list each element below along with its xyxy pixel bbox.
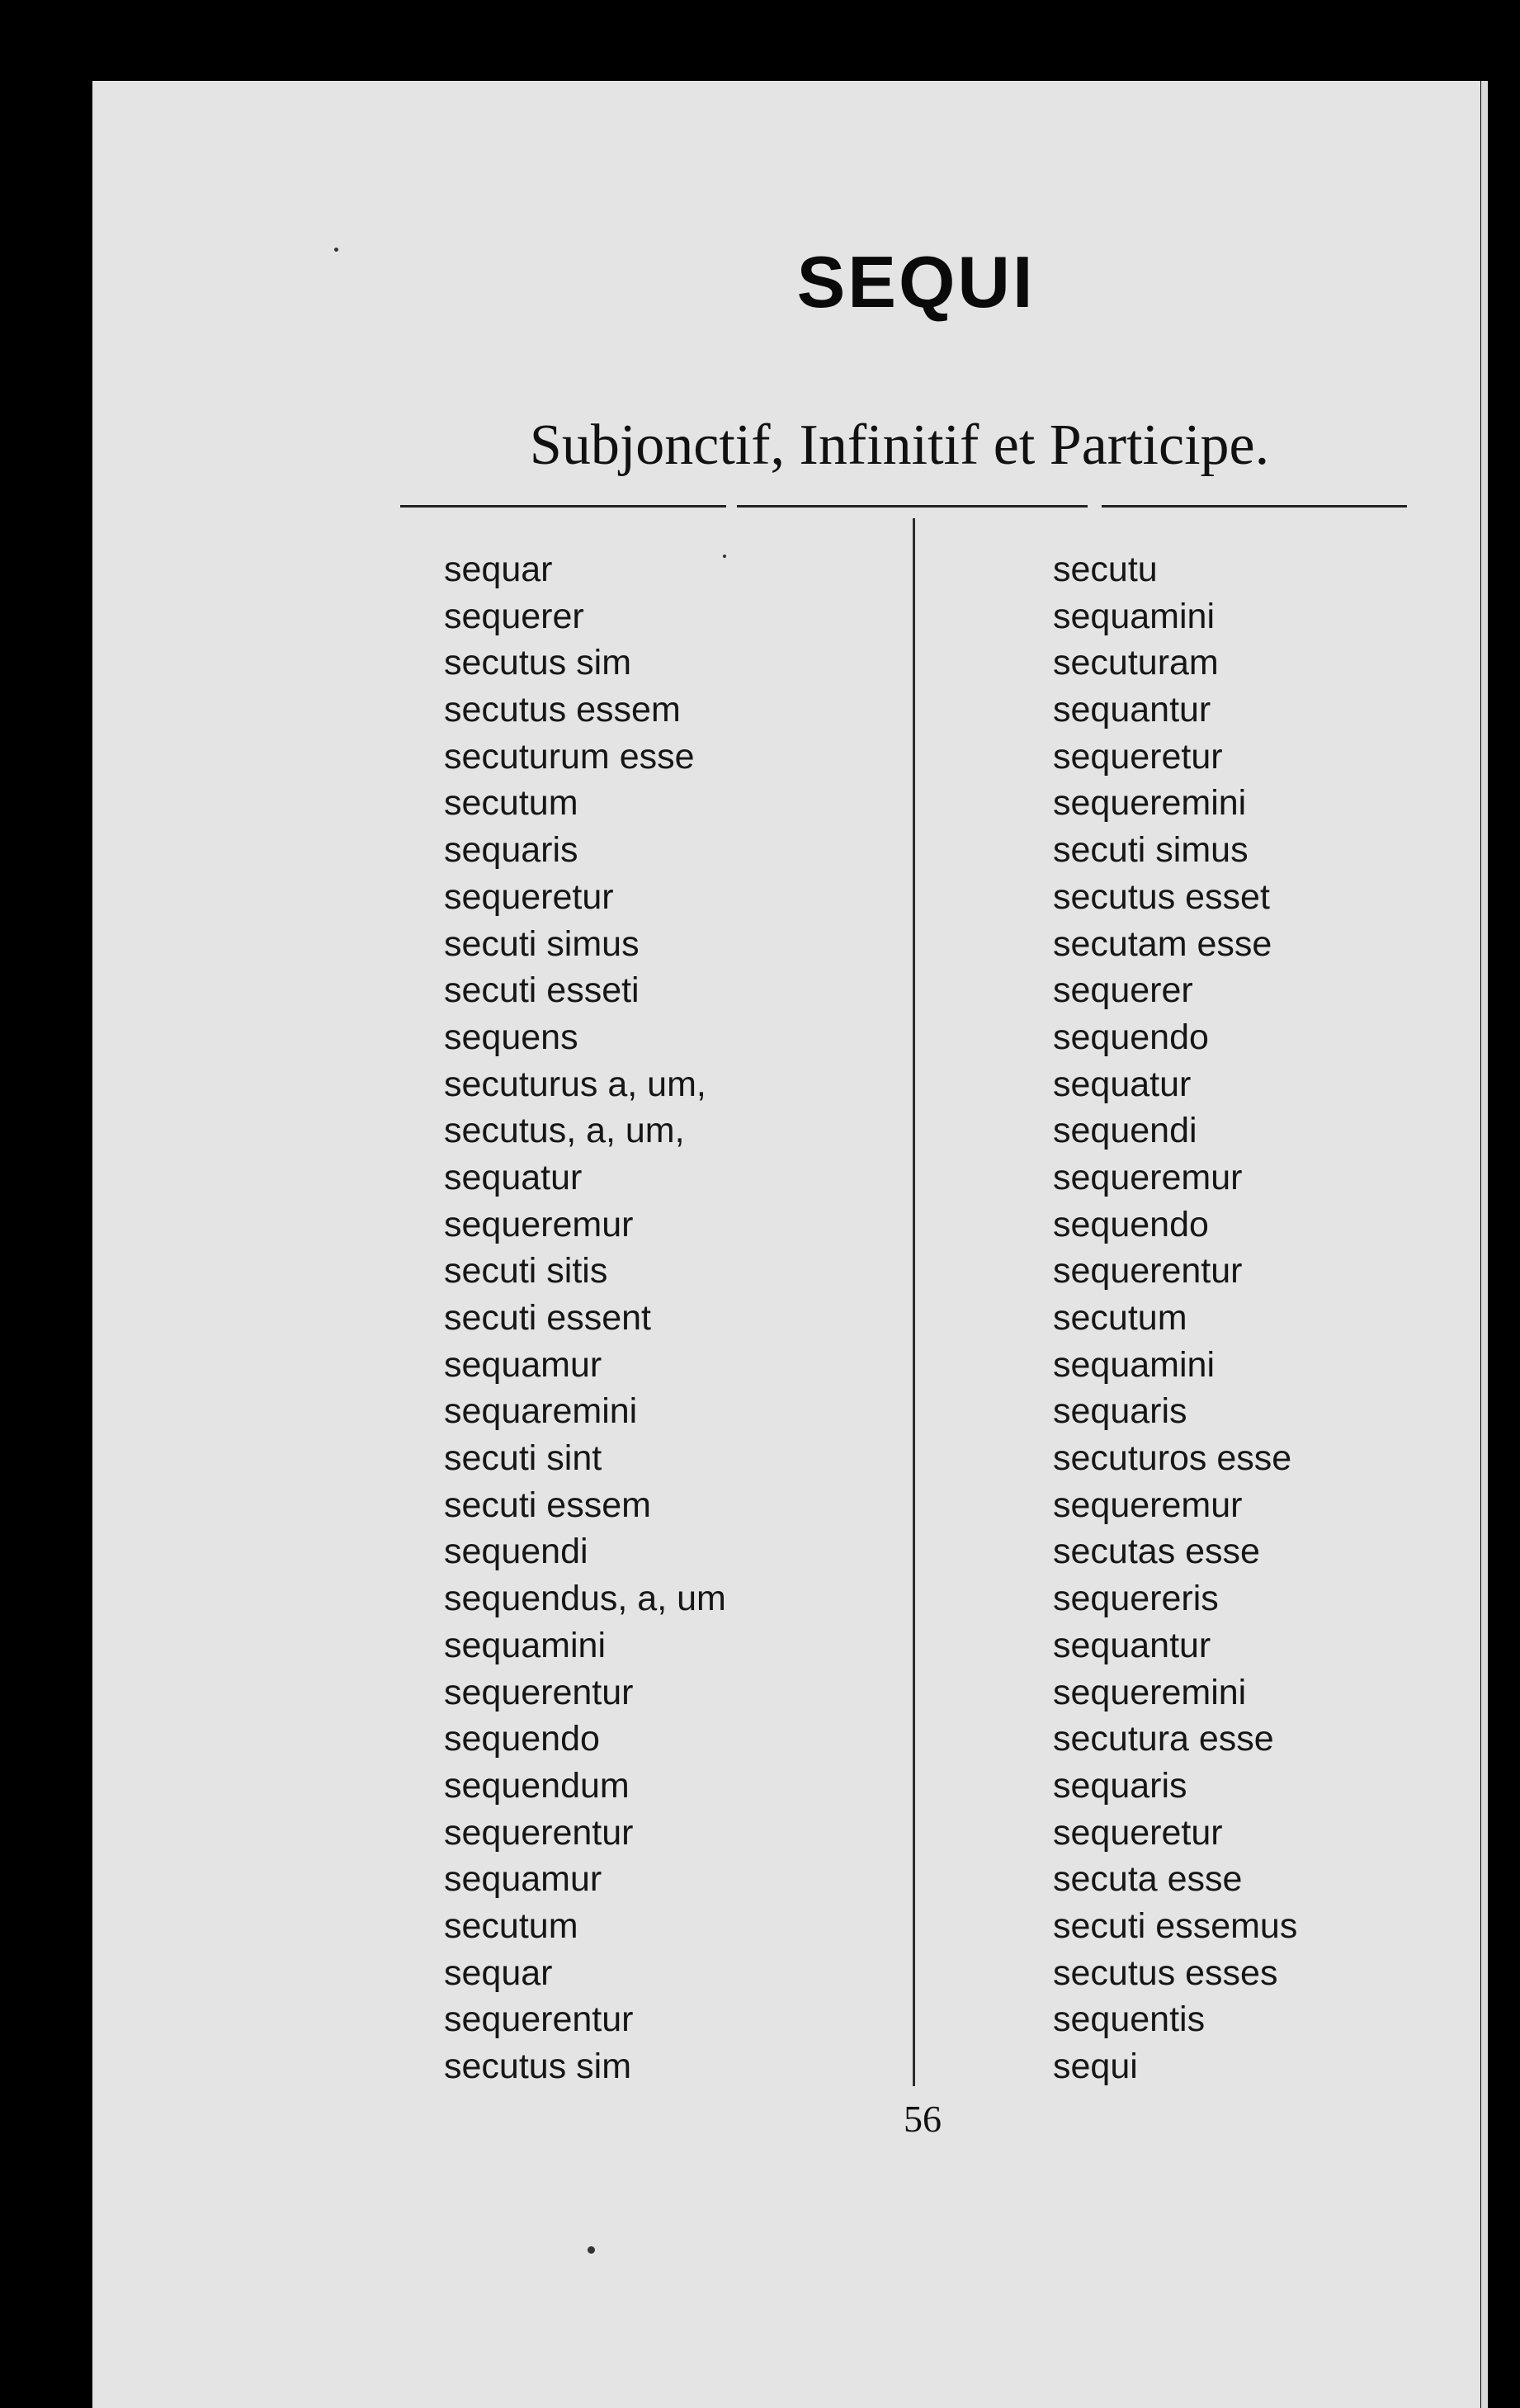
- column-separator: [913, 518, 915, 2086]
- page-subtitle: Subjonctif, Infinitif et Participe.: [529, 413, 1270, 477]
- right-column-entry: sequerer: [1053, 970, 1193, 1011]
- right-column-entry: secutam esse: [1053, 923, 1272, 964]
- right-column-entry: sequamini: [1053, 596, 1215, 636]
- left-column-entry: sequaris: [444, 830, 578, 871]
- left-column-entry: sequendo: [444, 1719, 600, 1759]
- right-column: [1053, 546, 1297, 2090]
- left-column-entry: secuturus a, um,: [444, 1064, 706, 1104]
- left-column-entry: sequerer: [444, 596, 584, 636]
- right-column-entry: secutura esse: [1053, 1719, 1274, 1759]
- left-column-entry: sequerentur: [444, 1812, 634, 1853]
- right-column-entry: secuturos esse: [1053, 1438, 1292, 1479]
- divider-middle: [737, 505, 1088, 508]
- left-column-entry: sequaremini: [444, 1391, 638, 1432]
- left-column-entry: secutus sim: [444, 2047, 632, 2086]
- right-column-entry: sequeremini: [1053, 783, 1247, 824]
- right-column-entry: sequentis: [1053, 2000, 1206, 2040]
- right-column-entry: sequeremini: [1053, 1672, 1247, 1712]
- left-column-entry: secuti simus: [444, 923, 640, 964]
- right-column-entry: sequeremur: [1053, 1485, 1243, 1525]
- left-column-entry: sequatur: [444, 1157, 583, 1197]
- right-column-entry: secuta esse: [1053, 1859, 1243, 1900]
- left-column-entry: secuti essent: [444, 1298, 651, 1338]
- left-column-entry: secutus essem: [444, 690, 681, 730]
- left-column-entry: secutus sim: [444, 643, 632, 683]
- left-column-entry: sequeretur: [444, 876, 614, 917]
- left-column-entry: secutum: [444, 783, 578, 824]
- right-column-entry: sequi: [1053, 2047, 1138, 2086]
- right-column-entry: secutas esse: [1053, 1532, 1260, 1572]
- right-column-entry: secuturam: [1053, 643, 1219, 683]
- right-column-entry: sequatur: [1053, 1064, 1192, 1104]
- right-column-entry: secutus esses: [1053, 1952, 1278, 1993]
- right-column-entry: secutus esset: [1053, 876, 1270, 917]
- right-column-entry: sequerentur: [1053, 1251, 1243, 1291]
- right-column-entry: sequendo: [1053, 1204, 1209, 1244]
- page-title: SEQUI: [796, 241, 1036, 323]
- paper-speck: [723, 555, 726, 558]
- right-column-entry: sequeremur: [1053, 1157, 1243, 1197]
- left-column-entry: sequens: [444, 1017, 578, 1057]
- left-column-entry: sequar: [444, 550, 553, 589]
- left-column-entry: secuti esseti: [444, 970, 640, 1011]
- right-column-entry: sequamini: [1053, 1344, 1215, 1385]
- left-column-entry: secuti essem: [444, 1485, 651, 1525]
- left-column-entry: sequerentur: [444, 1672, 634, 1712]
- right-column-entry: secuti essemus: [1053, 1905, 1298, 1946]
- left-column-entry: secuti sint: [444, 1438, 602, 1479]
- divider-right: [1102, 505, 1407, 508]
- left-column-entry: sequamur: [444, 1859, 602, 1900]
- right-column-entry: sequereris: [1053, 1579, 1219, 1619]
- right-column-entry: sequaris: [1053, 1391, 1187, 1432]
- left-column-entry: sequendus, a, um: [444, 1579, 726, 1619]
- right-column-entry: sequantur: [1053, 1625, 1211, 1665]
- right-column-entry: sequendi: [1053, 1111, 1197, 1151]
- right-column-entry: secuti simus: [1053, 830, 1249, 871]
- right-column-entry: secutu: [1053, 550, 1158, 589]
- left-column-entry: sequamur: [444, 1344, 602, 1385]
- divider-left: [400, 505, 726, 508]
- paper-speck: [588, 2246, 595, 2254]
- page-edge: [1481, 81, 1488, 2408]
- left-column-entry: secutum: [444, 1905, 578, 1946]
- right-column-entry: sequeretur: [1053, 736, 1223, 777]
- left-column-entry: sequar: [444, 1952, 553, 1993]
- left-column-entry: sequendum: [444, 1765, 630, 1806]
- left-column-entry: secuti sitis: [444, 1251, 608, 1291]
- left-column-entry: sequerentur: [444, 2000, 634, 2040]
- right-column-entry: sequendo: [1053, 1017, 1209, 1057]
- left-column-entry: secutus, a, um,: [444, 1111, 685, 1151]
- page-number: 56: [904, 2098, 942, 2140]
- left-column-entry: sequendi: [444, 1532, 588, 1572]
- paper-speck: [334, 248, 338, 252]
- left-column: [444, 546, 726, 2090]
- left-column-entry: sequeremur: [444, 1204, 634, 1244]
- left-column-entry: sequamini: [444, 1625, 606, 1665]
- right-column-entry: sequantur: [1053, 690, 1211, 730]
- right-column-entry: secutum: [1053, 1298, 1187, 1338]
- right-column-entry: sequaris: [1053, 1765, 1187, 1806]
- right-column-entry: sequeretur: [1053, 1812, 1223, 1853]
- left-column-entry: secuturum esse: [444, 736, 695, 777]
